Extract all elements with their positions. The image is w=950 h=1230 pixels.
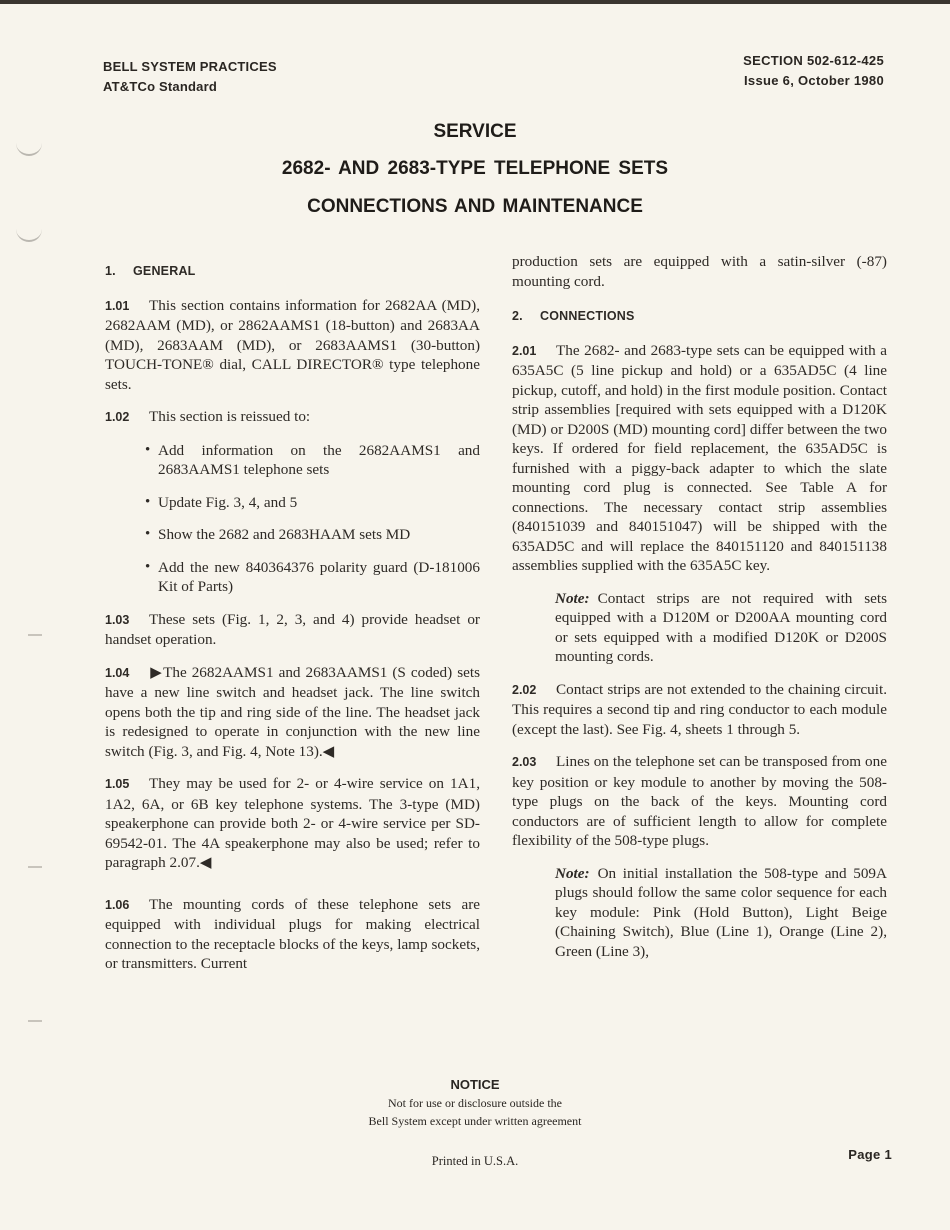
doc-title-sets: 2682- AND 2683-TYPE TELEPHONE SETS [281, 158, 669, 179]
reissue-list [105, 441, 480, 597]
notice-line: Not for use or disclosure outside the [388, 1096, 562, 1110]
margin-mark [28, 866, 42, 868]
paragraph-1-06-continued: production sets are equipped with a satin-silver (-87) mounting cord. [512, 253, 887, 290]
standard-label: AT&TCo Standard [103, 79, 217, 94]
list-item: • Update Fig. 3, 4, and 5 [145, 493, 480, 513]
paragraph-2-02: 2.02 Contact strips are not extended to the chaining circuit. This requires a second tip and ring conductor to each module (except the last). See Fig. 4, sheets 1 through 5. [512, 680, 887, 738]
header-left [103, 57, 277, 97]
paragraph-1-02: 1.02 This section is reissued to: [105, 408, 311, 425]
paragraph-1-01: 1.01 This section contains information for 2682AA (MD), 2682AAM (MD), or 2862AAMS1 (18-button) and 2683AA (MD), 2683AAM (MD), or 2683AAMS1 (30-button) TOUCH-TONE® dial, CALL DIRECTOR® type telephone sets. [105, 296, 480, 393]
notice-line: Bell System except under written agreement [368, 1114, 582, 1128]
note-contact-strips: Note: Contact strips are not required with sets equipped with a D120M or D200AA mounting cord or sets equipped with a modified D120K or D200S mounting cords. [555, 589, 887, 665]
paragraph-1-05: 1.05 They may be used for 2- or 4-wire service on 1A1, 1A2, 6A, or 6B key telephone systems. The 3-type (MD) speakerphone can provide both 2- or 4-wire service per SD-69542-01. The 4A speakerphone may also be used; refer to paragraph 2.07.◀ [105, 775, 480, 871]
note-plug-colors: Note: On initial installation the 508-type and 509A plugs should follow the same color sequence for each key module: Pink (Hold Button), Light Beige (Chaining Switch), Blue (Line 1), Orange (Line 2), Green (Line 3), [555, 864, 887, 960]
paragraph-1-04: 1.04 ▶The 2682AAMS1 and 2683AAMS1 (S coded) sets have a new line switch and headset jack. The line switch opens both the tip and ring side of the line. The headset jack is redesigned to operate in conjunction with the new line switch (Fig. 3, and Fig. 4, Note 13).◀ [105, 663, 480, 760]
page-number: Page 1 [848, 1147, 892, 1162]
paragraph-1-06: 1.06 The mounting cords of these telephone sets are equipped with individual plugs for making electrical connection to the receptacle blocks of the keys, lamp sockets, or transmitters. Current [105, 895, 480, 972]
practice-title: BELL SYSTEM PRACTICES [103, 59, 277, 74]
notice-block [0, 1077, 950, 1130]
list-item: • Add information on the 2682AAMS1 and 2683AAMS1 telephone sets [145, 441, 480, 480]
paragraph-1-03: 1.03 These sets (Fig. 1, 2, 3, and 4) provide headset or handset operation. [105, 610, 480, 648]
margin-mark [28, 1020, 42, 1022]
list-item: • Show the 2682 and 2683HAAM sets MD [145, 525, 480, 545]
list-item: • Add the new 840364376 polarity guard (D-181006 Kit of Parts) [145, 558, 480, 597]
printed-in: Printed in U.S.A. [431, 1154, 519, 1168]
section-heading-general: 1. GENERAL [105, 264, 196, 278]
top-border [0, 0, 950, 4]
right-column [512, 252, 887, 961]
section-number: SECTION 502-612-425 [743, 53, 884, 68]
margin-mark [28, 634, 42, 636]
left-column [105, 262, 480, 974]
issue-date: Issue 6, October 1980 [744, 73, 884, 88]
doc-title-service: SERVICE [433, 121, 517, 142]
section-heading-connections: 2. CONNECTIONS [512, 309, 635, 323]
paragraph-2-01: 2.01 The 2682- and 2683-type sets can be equipped with a 635A5C (5 line pickup and hold) or a 635AD5C (4 line pickup, cutoff, and hold) in the first module position. Contact strip assemblies [required with sets equipped with a D120K (MD) or D200S (MD) mounting cord] differ between the two keys. If ordered for field replacement, the 635AD5C is furnished with a piggy-back adapter to which the slate mounting cord plug is connected. See Table A for connections. The necessary contact strip assemblies (840151039 and 840151047) will be shipped with the 635AD5C and will replace the 840151120 and 840151138 assemblies supplied with the 635A5C key. [512, 341, 887, 574]
doc-title-subject: CONNECTIONS AND MAINTENANCE [307, 196, 643, 217]
header-right [743, 51, 884, 91]
notice-title: NOTICE [450, 1077, 500, 1092]
punch-hole-mark [16, 226, 42, 242]
paragraph-2-03: 2.03 Lines on the telephone set can be transposed from one key position or key module to another by moving the 508-type plugs on the back of the keys. Mounting cord conductors are of sufficient length to allow for complete flexibility of the 508-type plugs. [512, 753, 887, 849]
